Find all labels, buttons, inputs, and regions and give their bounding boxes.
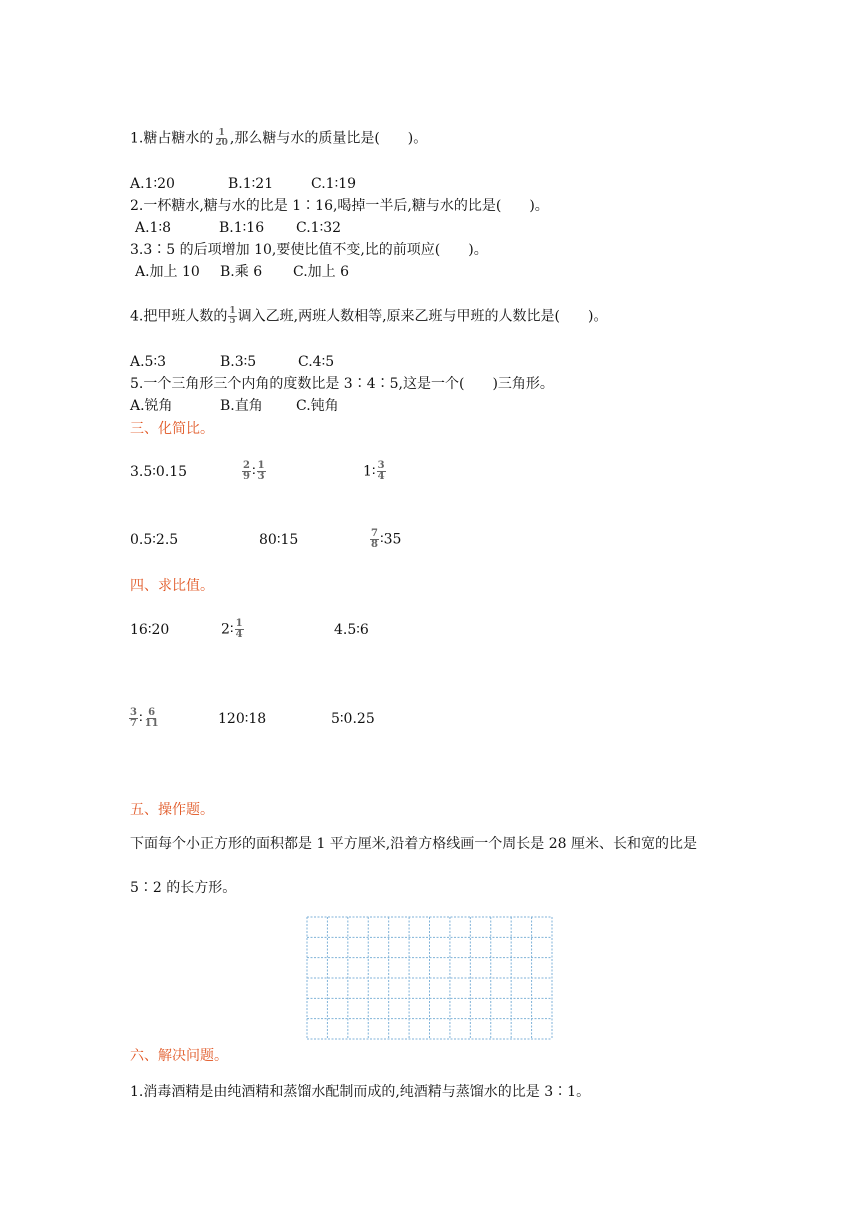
fraction-2-9: $\frac{2}{9}$	[243, 460, 250, 482]
fraction-3-7: $\frac{3}{7}$	[130, 707, 137, 729]
q1-option-b: B.1∶21	[228, 176, 274, 192]
s4-item-6: 5∶0.25	[331, 711, 375, 727]
s4-item-1: 16∶20	[130, 622, 170, 638]
s4-item-3: 4.5∶6	[334, 622, 369, 638]
fraction-1-3: $\frac{1}{3}$	[257, 460, 265, 482]
question-3: 3.3∶5 的后项增加 10,要使比值不变,比的前项应( )。	[130, 242, 488, 258]
q4-option-a: A.5∶3	[130, 354, 167, 370]
s5-instruction-line-2: 5∶2 的长方形。	[130, 880, 237, 896]
q1-option-a: A.1∶20	[130, 176, 175, 192]
q3-option-a: A.加上 10	[135, 264, 200, 280]
section-6-heading: 六、解决问题。	[130, 1048, 228, 1064]
q1-text-a: 1.糖占糖水的	[130, 130, 214, 147]
q5-option-a: A.锐角	[130, 398, 173, 414]
q4-option-b: B.3∶5	[220, 354, 257, 370]
q2-option-b: B.1∶16	[219, 220, 265, 236]
q1-text-b: ,那么糖与水的质量比是( )。	[229, 130, 428, 147]
section-3-heading: 三、化简比。	[130, 421, 214, 437]
s3-item-3: 1∶ $\frac{3}{4}$	[363, 460, 385, 482]
question-4	[130, 307, 607, 326]
s5-instruction-line-1: 下面每个小正方形的面积都是 1 平方厘米,沿着方格线画一个周长是 28 厘米、长和宽的比是	[130, 836, 697, 852]
section-4-heading: 四、求比值。	[130, 578, 214, 594]
s3-item-1: 3.5∶0.15	[130, 464, 188, 480]
q4-option-c: C.4∶5	[298, 354, 335, 370]
q2-option-c: C.1∶32	[296, 220, 342, 236]
q5-option-b: B.直角	[220, 398, 263, 414]
fraction-7-8: $\frac{7}{8}$	[371, 528, 378, 550]
q3-option-c: C.加上 6	[293, 264, 350, 280]
s3-item-6: $\frac{7}{8}$ ∶35	[371, 528, 402, 550]
s4-item-2: 2∶ $\frac{1}{4}$	[221, 618, 243, 640]
s4-item-4: $\frac{3}{7}$ ∶ $\frac{6}{11}$	[130, 707, 159, 729]
q2-option-a: A.1∶8	[135, 220, 172, 236]
q4-text-b: 调入乙班,两班人数相等,原来乙班与甲班的人数比是( )。	[237, 308, 608, 325]
fraction-3-4: $\frac{3}{4}$	[377, 460, 385, 482]
square-grid	[306, 916, 553, 1040]
question-5: 5.一个三角形三个内角的度数比是 3∶4∶5,这是一个( )三角形。	[130, 376, 554, 392]
s4-item-5: 120∶18	[218, 711, 267, 727]
fraction-1-20: $\frac{1}{20}$	[215, 128, 228, 148]
section-5-heading: 五、操作题。	[130, 802, 214, 818]
s6-question-1: 1.消毒酒精是由纯酒精和蒸馏水配制而成的,纯酒精与蒸馏水的比是 3∶1。	[130, 1084, 591, 1100]
q4-text-a: 4.把甲班人数的	[130, 308, 228, 325]
q1-option-c: C.1∶19	[311, 176, 357, 192]
fraction-6-11: $\frac{6}{11}$	[144, 707, 159, 729]
s3-item-2: $\frac{2}{9}$ ∶ $\frac{1}{3}$	[243, 460, 265, 482]
question-2: 2.一杯糖水,糖与水的比是 1∶16,喝掉一半后,糖与水的比是( )。	[130, 198, 549, 214]
s3-item-5: 80∶15	[259, 532, 299, 548]
q3-option-b: B.乘 6	[220, 264, 263, 280]
q5-option-c: C.钝角	[296, 398, 339, 414]
s3-item-4: 0.5∶2.5	[130, 532, 179, 548]
fraction-1-4: $\frac{1}{4}$	[235, 618, 243, 640]
fraction-1-5: $\frac{1}{5}$	[229, 306, 236, 326]
question-1	[130, 129, 427, 148]
